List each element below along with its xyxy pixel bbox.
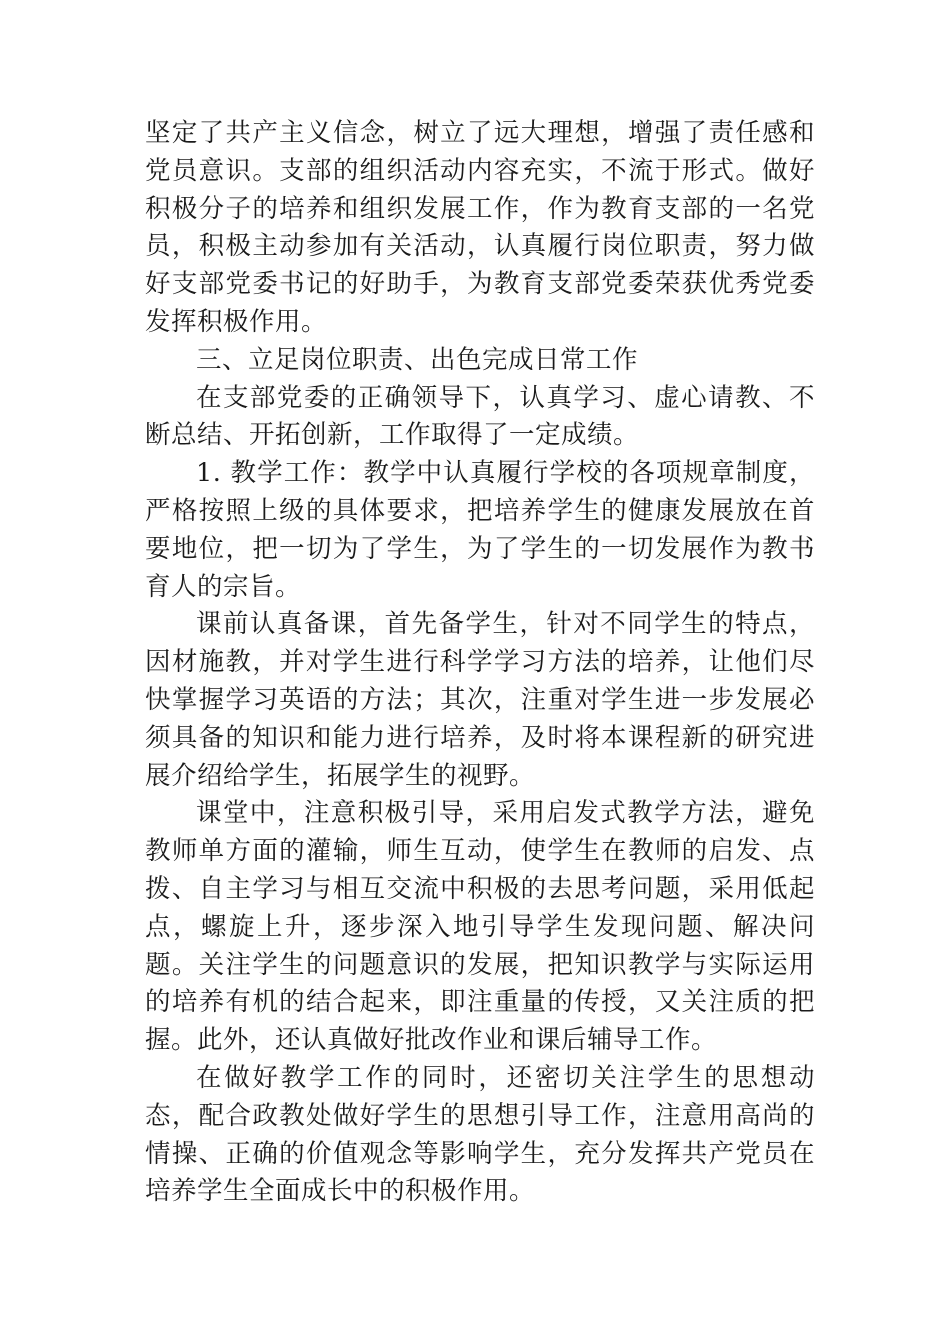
paragraph-1: 坚定了共产主义信念，树立了远大理想，增强了责任感和党员意识。支部的组织活动内容充实，不流于形式。做好积极分子的培养和组织发展工作，作为教育支部的一名党员，积极主动参加有关活动，认真履行岗位职责，努力做好支部党委书记的好助手，为教育支部党委荣获优秀党委发挥积极作用。 — [145, 118, 815, 337]
paragraph-2: 在支部党委的正确领导下，认真学习、虚心请教、不断总结、开拓创新，工作取得了一定成绩。 — [145, 382, 815, 451]
section-heading-3: 三、立足岗位职责、出色完成日常工作 — [196, 344, 639, 375]
document-body — [145, 115, 815, 1211]
paragraph-3: 1. 教学工作：教学中认真履行学校的各项规章制度，严格按照上级的具体要求，把培养学生的健康发展放在首要地位，把一切为了学生，为了学生的一切发展作为教书育人的宗旨。 — [145, 458, 815, 602]
paragraph-5: 课堂中，注意积极引导，采用启发式教学方法，避免教师单方面的灌输，师生互动，使学生在教师的启发、点拨、自主学习与相互交流中积极的去思考问题，采用低起点，螺旋上升，逐步深入地引导学生发现问题、解决问题。关注学生的问题意识的发展，把知识教学与实际运用的培养有机的结合起来，即注重量的传授，又关注质的把握。此外，还认真做好批改作业和课后辅导工作。 — [145, 798, 815, 1056]
paragraph-4: 课前认真备课，首先备学生，针对不同学生的特点，因材施教，并对学生进行科学学习方法的培养，让他们尽快掌握学习英语的方法；其次，注重对学生进一步发展必须具备的知识和能力进行培养，及时将本课程新的研究进展介绍给学生，拓展学生的视野。 — [145, 609, 815, 791]
paragraph-6: 在做好教学工作的同时，还密切关注学生的思想动态，配合政教处做好学生的思想引导工作，注意用高尚的情操、正确的价值观念等影响学生，充分发挥共产党员在培养学生全面成长中的积极作用。 — [145, 1062, 815, 1207]
